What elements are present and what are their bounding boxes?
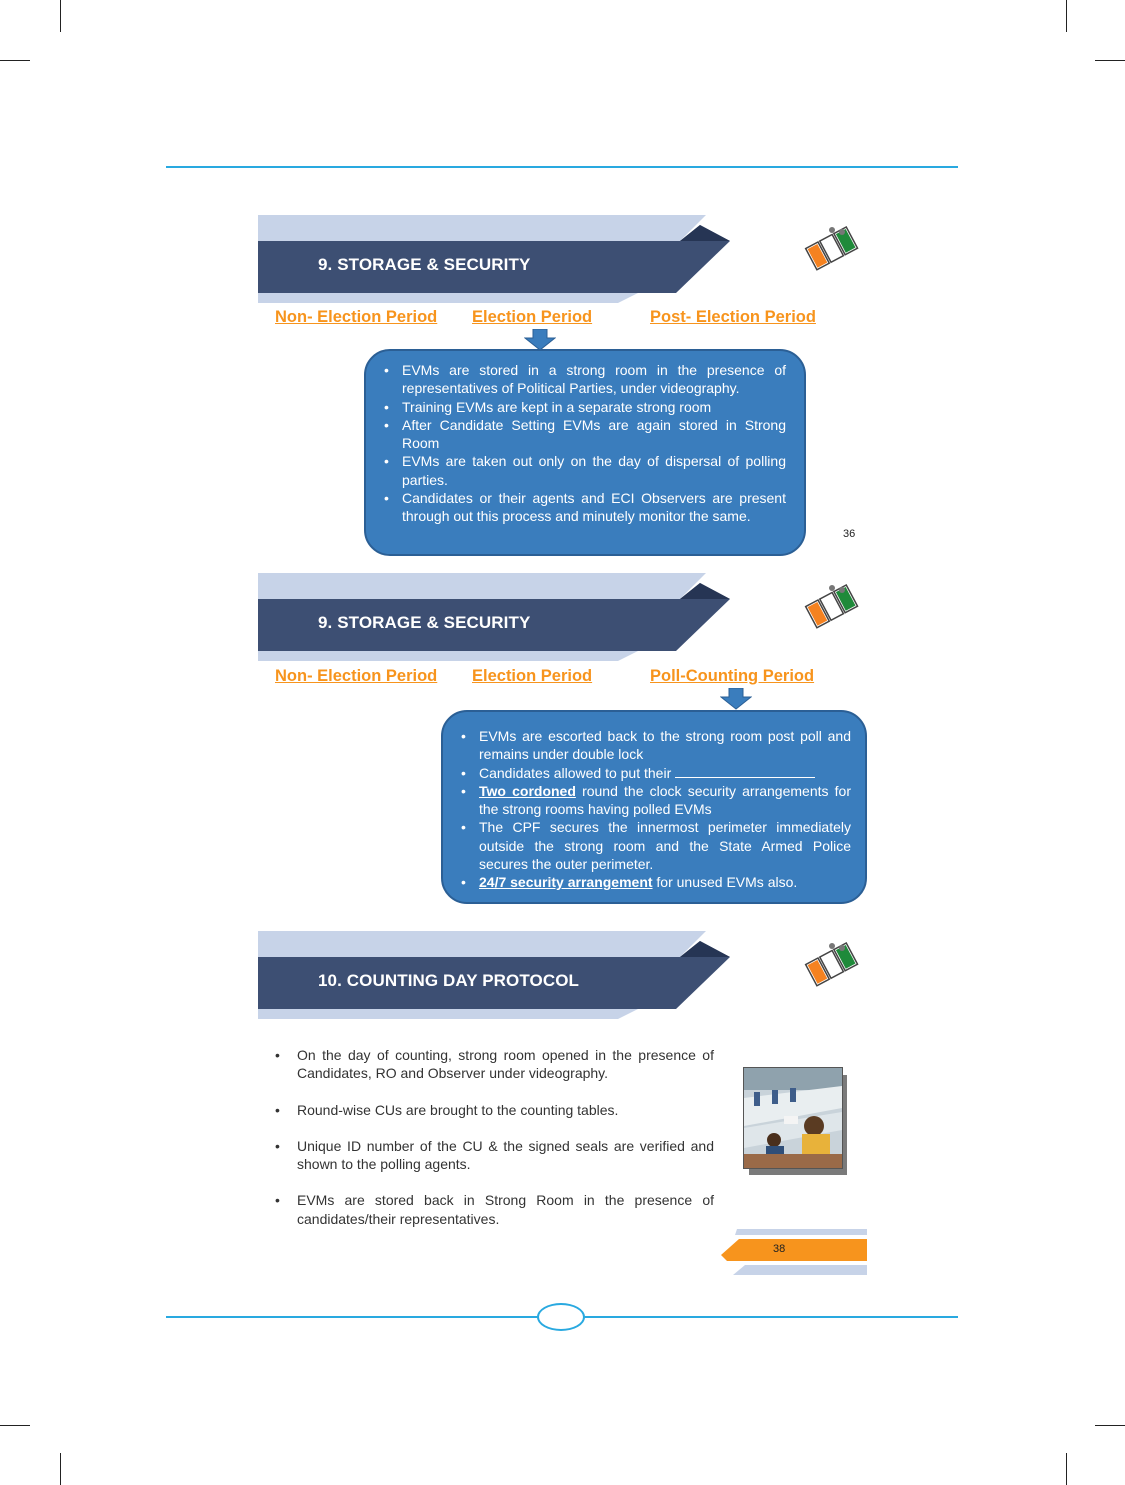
crop-mark <box>0 60 30 61</box>
slide1-period-post-election: Post- Election Period <box>650 308 816 326</box>
eci-logo-icon <box>802 580 862 630</box>
counting-hall-photo <box>743 1067 847 1175</box>
crop-mark <box>1095 1425 1125 1426</box>
slide1-bullet-list <box>380 361 786 526</box>
list-item-text: Candidates allowed to put their <box>479 764 672 781</box>
slide2-period-non-election: Non- Election Period <box>275 667 438 685</box>
slide2-period-election: Election Period <box>472 667 593 685</box>
list-item <box>457 764 851 782</box>
eci-logo-icon <box>802 222 862 272</box>
slide1-period-non-election: Non- Election Period <box>275 308 438 326</box>
slide3-number: 38 <box>773 1243 786 1255</box>
list-item <box>457 873 851 891</box>
down-arrow-icon <box>524 329 556 351</box>
list-item-text: for unused EVMs also. <box>652 874 798 891</box>
slide2-info-bubble <box>441 710 867 904</box>
list-item: • Candidates or their agents and ECI Observers are present through out this process and minutely monitor the same. <box>380 489 786 526</box>
blank-line <box>675 764 815 778</box>
slide2-period-poll-counting: Poll-Counting Period <box>650 667 815 685</box>
list-item <box>457 782 851 819</box>
slide2-bullet-list <box>457 727 851 892</box>
list-item-text: round the clock security arrangements for the strong rooms having polled EVMs <box>479 782 851 818</box>
emphasis-text: 24/7 security arrangement <box>479 874 653 891</box>
crop-mark <box>1066 0 1067 32</box>
list-item: • EVMs are stored in a strong room in the presence of representatives of Political Parties, under videography. <box>380 361 786 398</box>
list-item: • EVMs are escorted back to the strong room post poll and remains under double lock <box>457 727 851 764</box>
crop-mark <box>0 1425 30 1426</box>
slide3-number-tab <box>721 1229 867 1275</box>
list-item: • Unique ID number of the CU & the signed seals are verified and shown to the polling agents. <box>272 1137 714 1174</box>
slide1-info-bubble <box>364 349 806 556</box>
crop-mark <box>60 1453 61 1485</box>
crop-mark <box>60 0 61 32</box>
slide1-period-election: Election Period <box>472 308 593 326</box>
slide2-title-ribbon <box>258 573 730 681</box>
list-item: • Round-wise CUs are brought to the counting tables. <box>272 1101 714 1119</box>
slide1-number: 36 <box>843 528 856 540</box>
header-rule <box>166 166 958 168</box>
emphasis-text: Two cordoned <box>479 782 576 799</box>
list-item: • EVMs are taken out only on the day of dispersal of polling parties. <box>380 452 786 489</box>
crop-mark <box>1095 60 1125 61</box>
list-item: • After Candidate Setting EVMs are again stored in Strong Room <box>380 416 786 453</box>
slide1-title: 9. STORAGE & SECURITY <box>318 255 531 274</box>
down-arrow-icon <box>720 688 752 710</box>
list-item: • The CPF secures the innermost perimeter immediately outside the strong room and the State Armed Police secures the outer perimeter. <box>457 818 851 873</box>
slide3-bullet-list <box>272 1046 714 1246</box>
slide2-title: 9. STORAGE & SECURITY <box>318 613 531 632</box>
slide3-title: 10. COUNTING DAY PROTOCOL <box>318 971 580 990</box>
crop-mark <box>1066 1453 1067 1485</box>
list-item: • Training EVMs are kept in a separate strong room <box>380 398 786 416</box>
page-number-oval <box>537 1303 585 1331</box>
eci-logo-icon <box>802 938 862 988</box>
list-item: • On the day of counting, strong room opened in the presence of Candidates, RO and Observer under videography. <box>272 1046 714 1083</box>
slide3-title-ribbon <box>258 931 730 1039</box>
list-item: • EVMs are stored back in Strong Room in the presence of candidates/their representatives. <box>272 1191 714 1228</box>
slide1-title-ribbon <box>258 215 730 323</box>
